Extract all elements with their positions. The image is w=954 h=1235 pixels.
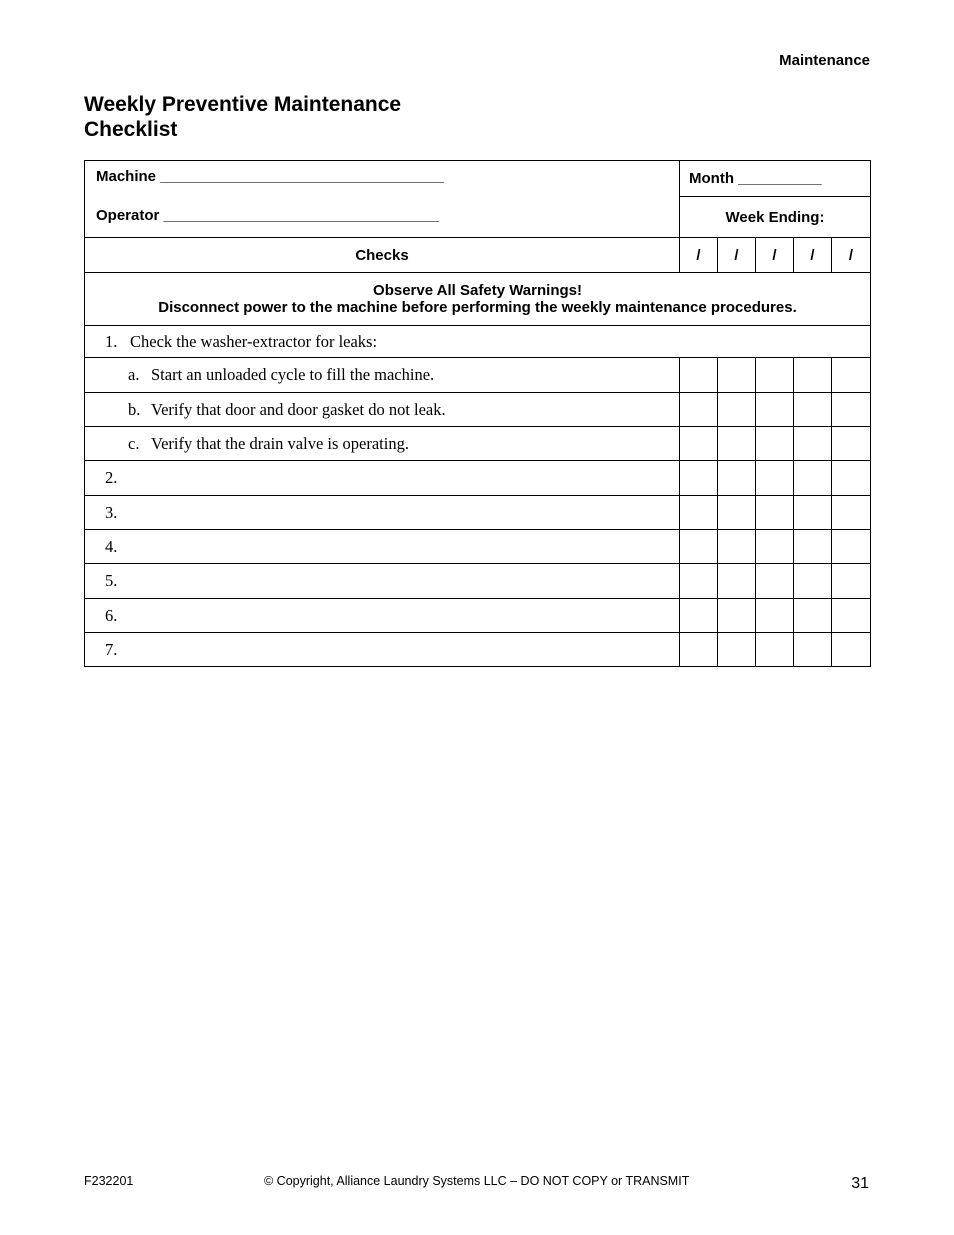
item-text: Start an unloaded cycle to fill the machine. bbox=[151, 365, 435, 384]
check-box[interactable] bbox=[680, 564, 718, 599]
check-box[interactable] bbox=[680, 633, 718, 667]
check-box[interactable] bbox=[718, 633, 756, 667]
check-box[interactable] bbox=[680, 358, 718, 393]
item-text: Verify that door and door gasket do not leak. bbox=[151, 399, 446, 419]
list-item bbox=[85, 358, 680, 393]
operator-label: Operator bbox=[96, 207, 160, 224]
check-box[interactable] bbox=[794, 564, 832, 599]
item-number: c. bbox=[128, 433, 140, 453]
check-box[interactable] bbox=[718, 564, 756, 599]
date-slot-3[interactable]: / bbox=[756, 238, 794, 273]
month-field[interactable] bbox=[680, 161, 871, 197]
check-box[interactable] bbox=[832, 599, 871, 633]
check-box[interactable] bbox=[794, 358, 832, 393]
item-text: Verify that the drain valve is operating. bbox=[151, 433, 409, 453]
machine-blank: __________________________________ bbox=[160, 168, 444, 185]
operator-blank: _________________________________ bbox=[163, 207, 439, 224]
item-number: 7. bbox=[105, 639, 118, 659]
list-item bbox=[85, 599, 680, 633]
section-label: Maintenance bbox=[779, 52, 870, 69]
check-box[interactable] bbox=[756, 633, 794, 667]
month-blank: __________ bbox=[738, 170, 822, 187]
week-ending-label: Week Ending: bbox=[680, 197, 871, 238]
checklist-table bbox=[84, 160, 871, 667]
item-number: 3. bbox=[105, 502, 118, 522]
month-label: Month bbox=[689, 170, 734, 187]
machine-label: Machine bbox=[96, 168, 157, 185]
title-line-2: Checklist bbox=[84, 118, 178, 141]
machine-operator-cell bbox=[85, 161, 680, 238]
check-box[interactable] bbox=[832, 358, 871, 393]
check-box[interactable] bbox=[794, 461, 832, 496]
check-box[interactable] bbox=[832, 530, 871, 564]
machine-field[interactable] bbox=[85, 168, 679, 185]
check-box[interactable] bbox=[718, 530, 756, 564]
list-item bbox=[85, 427, 680, 461]
list-item bbox=[85, 633, 680, 667]
check-box[interactable] bbox=[680, 599, 718, 633]
check-box[interactable] bbox=[680, 393, 718, 427]
list-item bbox=[85, 393, 680, 427]
check-box[interactable] bbox=[832, 496, 871, 530]
check-box[interactable] bbox=[680, 496, 718, 530]
check-box[interactable] bbox=[718, 427, 756, 461]
item-number: a. bbox=[128, 365, 140, 384]
check-box[interactable] bbox=[756, 599, 794, 633]
safety-warning bbox=[85, 273, 871, 326]
check-box[interactable] bbox=[832, 393, 871, 427]
list-item bbox=[85, 496, 680, 530]
check-box[interactable] bbox=[794, 633, 832, 667]
check-box[interactable] bbox=[832, 461, 871, 496]
check-box[interactable] bbox=[794, 530, 832, 564]
warning-line-2: Disconnect power to the machine before performing the weekly maintenance procedures. bbox=[158, 299, 797, 316]
check-box[interactable] bbox=[794, 393, 832, 427]
item-number: 4. bbox=[105, 536, 118, 556]
page-number: 31 bbox=[851, 1175, 869, 1192]
checks-header: Checks bbox=[85, 238, 680, 273]
list-item bbox=[85, 564, 680, 599]
check-box[interactable] bbox=[680, 530, 718, 564]
date-slot-4[interactable]: / bbox=[794, 238, 832, 273]
date-slot-2[interactable]: / bbox=[718, 238, 756, 273]
list-item bbox=[85, 326, 871, 358]
check-box[interactable] bbox=[756, 358, 794, 393]
check-box[interactable] bbox=[832, 564, 871, 599]
copyright-notice: © Copyright, Alliance Laundry Systems LLC – DO NOT COPY or TRANSMIT bbox=[264, 1174, 690, 1188]
list-item bbox=[85, 461, 680, 496]
doc-code: F232201 bbox=[84, 1174, 134, 1188]
check-box[interactable] bbox=[832, 633, 871, 667]
check-box[interactable] bbox=[718, 358, 756, 393]
date-slot-5[interactable]: / bbox=[832, 238, 871, 273]
item-number: 1. bbox=[105, 331, 118, 351]
page-title bbox=[84, 92, 401, 142]
operator-field[interactable] bbox=[85, 207, 679, 224]
check-box[interactable] bbox=[718, 496, 756, 530]
check-box[interactable] bbox=[756, 427, 794, 461]
check-box[interactable] bbox=[756, 530, 794, 564]
check-box[interactable] bbox=[756, 496, 794, 530]
check-box[interactable] bbox=[680, 461, 718, 496]
item-number: 6. bbox=[105, 605, 118, 625]
check-box[interactable] bbox=[832, 427, 871, 461]
check-box[interactable] bbox=[680, 427, 718, 461]
check-box[interactable] bbox=[756, 393, 794, 427]
item-number: 2. bbox=[105, 468, 118, 487]
check-box[interactable] bbox=[794, 496, 832, 530]
check-box[interactable] bbox=[756, 461, 794, 496]
title-line-1: Weekly Preventive Maintenance bbox=[84, 93, 402, 116]
check-box[interactable] bbox=[718, 461, 756, 496]
item-text: Check the washer-extractor for leaks: bbox=[130, 331, 378, 351]
date-slot-1[interactable]: / bbox=[680, 238, 718, 273]
check-box[interactable] bbox=[756, 564, 794, 599]
check-box[interactable] bbox=[718, 599, 756, 633]
check-box[interactable] bbox=[718, 393, 756, 427]
item-number: 5. bbox=[105, 571, 118, 590]
list-item bbox=[85, 530, 680, 564]
check-box[interactable] bbox=[794, 599, 832, 633]
warning-line-1: Observe All Safety Warnings! bbox=[373, 282, 582, 299]
item-number: b. bbox=[128, 399, 141, 419]
check-box[interactable] bbox=[794, 427, 832, 461]
